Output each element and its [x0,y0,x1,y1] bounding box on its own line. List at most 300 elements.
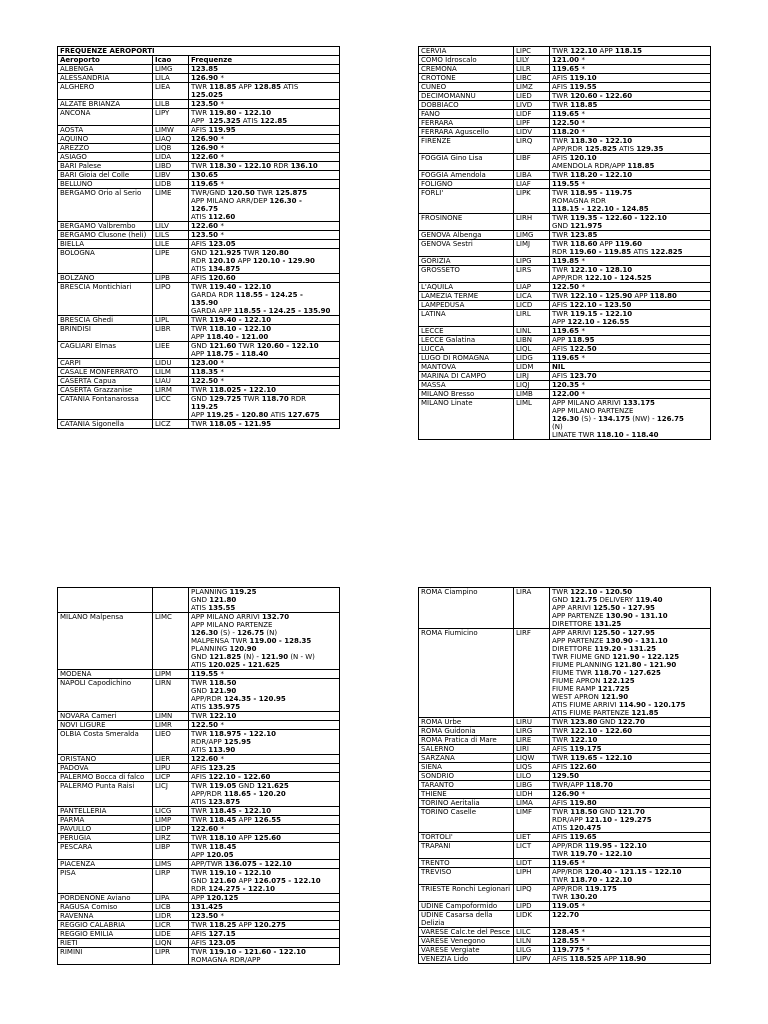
frequencies: AFIS 119.95 [189,126,340,135]
icao-code: LIAF [514,180,550,189]
table-row [58,420,340,429]
frequencies: TWR 118.975 - 122.10 RDR/APP 125.95 ATIS 113.90 [189,730,340,755]
airport-name: PANTELLERIA [58,807,153,816]
frequencies: APP 120.125 [189,894,340,903]
table-row [58,939,340,948]
airport-name: RAVENNA [58,912,153,921]
airport-name: VARESE Venegono [419,937,514,946]
frequencies: 126.90 * [189,144,340,153]
table-row [419,772,711,781]
airport-name: BELLUNO [58,180,153,189]
frequencies: 119.65 * [550,65,711,74]
airport-name: ROMA Ciampino [419,588,514,629]
icao-code: LIDH [514,790,550,799]
icao-code: LINL [514,327,550,336]
table-row [419,937,711,946]
icao-code: LIMN [153,712,189,721]
frequencies: AFIS 123.25 [189,764,340,773]
icao-code: LIBC [514,74,550,83]
frequencies: 119.55 * [550,180,711,189]
icao-code: LIEE [153,342,189,359]
airport-name: RAGUSA Comiso [58,903,153,912]
table-row [58,368,340,377]
icao-code: LILB [153,100,189,109]
table-row [58,613,340,670]
table-row [419,588,711,629]
icao-code: LIPB [153,274,189,283]
frequencies: TWR 118.05 - 121.95 [189,420,340,429]
table-row [58,386,340,395]
table-row [58,231,340,240]
table-row [58,377,340,386]
icao-code: LIPQ [514,885,550,902]
icao-code: LIRU [514,718,550,727]
table-row [419,859,711,868]
frequencies: APP ARRIVI 125.50 - 127.95 APP PARTENZE 130.90 - 131.10 DIRETTORE 119.20 - 131.25 TWR FIUME GND 121.90 - 122.125 FIUME PLANNING 121.80 - 121.90 FIUME TWR 118.70 - 127.625 FIUME APRON 122.125 FIUME RAMP 121.725 WEST APRON 121.90 ATIS FIUME ARRIVI 114.90 - 120.175 ATIS FIUME PARTENZE 121.85 [550,629,711,718]
table-row [419,946,711,955]
frequencies: 119.775 * [550,946,711,955]
frequencies: 119.65 * [550,110,711,119]
icao-code: LICG [153,807,189,816]
table-row [58,670,340,679]
table-row [419,902,711,911]
icao-code: LIBP [153,843,189,860]
airport-name: TREVISO [419,868,514,885]
icao-code: LIDM [514,363,550,372]
frequencies: AFIS 120.60 [189,274,340,283]
icao-code: LIPR [153,948,189,965]
airport-name: LUGO DI ROMAGNA [419,354,514,363]
airport-name: BERGAMO Orio al Serio [58,189,153,222]
frequency-table-4 [418,587,711,964]
airport-name: SIENA [419,763,514,772]
airport-name: CERVIA [419,47,514,56]
icao-code [153,588,189,613]
frequencies: TWR 118.025 - 122.10 [189,386,340,395]
icao-code: LICT [514,842,550,859]
header-icao: Icao [153,56,189,65]
frequencies: 126.90 * [189,135,340,144]
table-row [58,109,340,126]
airport-name: GORIZIA [419,257,514,266]
table-row [58,948,340,965]
frequencies: GND 129.725 TWR 118.70 RDR 119.25 APP 119.25 - 120.80 ATIS 127.675 [189,395,340,420]
table-row [419,928,711,937]
table-row [419,736,711,745]
airport-name: MILANO Malpensa [58,613,153,670]
airport-name: AREZZO [58,144,153,153]
frequencies: APP/RDR 119.95 - 122.10 TWR 119.70 - 122.10 [550,842,711,859]
airport-name: MARINA DI CAMPO [419,372,514,381]
icao-code: LIQW [514,754,550,763]
icao-code: LIPD [514,902,550,911]
airport-name: VARESE Vergiate [419,946,514,955]
icao-code: LIPL [153,316,189,325]
icao-code: LIVD [514,101,550,110]
airport-name: TRENTO [419,859,514,868]
icao-code: LIRL [514,310,550,327]
table-row [419,363,711,372]
airport-name: CASERTA Grazzanise [58,386,153,395]
icao-code: LIDE [153,930,189,939]
icao-code: LIET [514,833,550,842]
table-row [419,399,711,440]
table-row [419,345,711,354]
frequencies: TWR 122.10 APP 118.15 [550,47,711,56]
table-row [58,189,340,222]
frequencies: 129.50 [550,772,711,781]
table-row [58,825,340,834]
icao-code: LIMG [514,231,550,240]
airport-name: CROTONE [419,74,514,83]
airport-name: BERGAMO Clusone (heli) [58,231,153,240]
frequencies: 119.55 * [189,670,340,679]
icao-code: LIBF [514,154,550,171]
frequencies: GND 121.60 TWR 120.60 - 122.10 APP 118.75 - 118.40 [189,342,340,359]
icao-code: LIML [514,399,550,440]
table-row [58,316,340,325]
table-row [58,903,340,912]
table-row [419,336,711,345]
table-row [419,83,711,92]
table-row [58,721,340,730]
table-row [419,808,711,833]
frequencies: TWR 122.10 - 120.50 GND 121.75 DELIVERY 119.40 APP ARRIVI 125.50 - 127.95 APP PARTENZE 130.90 - 131.10 DIRETTORE 131.25 [550,588,711,629]
airport-name: MODENA [58,670,153,679]
table-row [58,180,340,189]
table-row [58,764,340,773]
airport-name: NOVARA Cameri [58,712,153,721]
frequency-table-1 [57,46,340,429]
frequencies: AFIS 122.50 [550,345,711,354]
icao-code: LIPK [514,189,550,214]
table-row [58,153,340,162]
airport-name: LECCE Galatina [419,336,514,345]
table-row [419,354,711,363]
table-row [58,222,340,231]
frequencies: GND 121.925 TWR 120.80 RDR 120.10 APP 120.10 - 129.90 ATIS 134.875 [189,249,340,274]
frequencies: 123.50 * [189,912,340,921]
airport-name: PADOVA [58,764,153,773]
frequencies: TWR/APP 118.70 [550,781,711,790]
table-row [58,83,340,100]
table-row [419,65,711,74]
table-row [419,180,711,189]
frequencies: 119.65 * [189,180,340,189]
icao-code: LIEA [153,83,189,100]
airport-name: MILANO Linate [419,399,514,440]
frequencies: 119.65 * [550,327,711,336]
icao-code: LIBR [153,325,189,342]
icao-code: LIAQ [153,135,189,144]
table-title: FREQUENZE AEROPORTI [58,47,340,56]
table-row [58,912,340,921]
frequencies: 131.425 [189,903,340,912]
frequencies: TWR 122.10 - 122.60 [550,727,711,736]
icao-code: LIMJ [514,240,550,257]
frequencies: 122.50 * [189,721,340,730]
table-row [419,240,711,257]
airport-name: AQUINO [58,135,153,144]
icao-code: LICC [153,395,189,420]
airport-name: THIENE [419,790,514,799]
airport-name: BARI Palese [58,162,153,171]
airport-name: DOBBIACO [419,101,514,110]
table-row [58,126,340,135]
airport-name: SALERNO [419,745,514,754]
airport-name: TORTOLI' [419,833,514,842]
airport-name: LATINA [419,310,514,327]
table-row [419,292,711,301]
icao-code: LIDF [514,110,550,119]
icao-code: LICB [153,903,189,912]
frequencies: TWR 118.85 APP 128.85 ATIS 125.025 [189,83,340,100]
frequencies: 122.00 * [550,390,711,399]
airport-name: ASIAGO [58,153,153,162]
airport-name: PALERMO Punta Raisi [58,782,153,807]
airport-name: PESCARA [58,843,153,860]
icao-code: LIQL [514,345,550,354]
table-row [58,240,340,249]
frequencies: PLANNING 119.25 GND 121.80 ATIS 135.55 [189,588,340,613]
icao-code: LIPE [153,249,189,274]
header-airport: Aeroporto [58,56,153,65]
icao-code: LIMZ [514,83,550,92]
airport-name: COMO Idroscalo [419,56,514,65]
frequencies: 128.55 * [550,937,711,946]
airport-name: PALERMO Bocca di falco [58,773,153,782]
table-row [58,162,340,171]
icao-code: LIDA [153,153,189,162]
table-row [58,74,340,83]
icao-code: LIPM [153,670,189,679]
airport-name: REGGIO EMILIA [58,930,153,939]
icao-code: LIME [153,189,189,222]
header-frequencies: Frequenze [189,56,340,65]
icao-code: LIER [153,755,189,764]
frequencies: 118.35 * [189,368,340,377]
icao-code: LILC [514,928,550,937]
frequencies: 123.50 * [189,231,340,240]
airport-name: ORISTANO [58,755,153,764]
table-row [419,842,711,859]
frequencies: 123.85 [189,65,340,74]
table-row [419,154,711,171]
icao-code: LIDV [514,128,550,137]
frequencies: TWR 122.10 - 128.10 APP/RDR 122.10 - 124.525 [550,266,711,283]
table-row [419,763,711,772]
airport-name: FOGGIA Amendola [419,171,514,180]
airport-name: GROSSETO [419,266,514,283]
frequencies: APP/RDR 119.175 TWR 130.20 [550,885,711,902]
frequencies: AFIS 122.60 [550,763,711,772]
icao-code: LIMB [514,390,550,399]
airport-name: VARESE Calc.te del Pesce [419,928,514,937]
airport-name: CATANIA Fontanarossa [58,395,153,420]
table-row [58,325,340,342]
frequencies: TWR 118.10 - 122.10 APP 118.40 - 121.00 [189,325,340,342]
airport-name: MANTOVA [419,363,514,372]
icao-code: LIEO [153,730,189,755]
frequencies: TWR 118.85 [550,101,711,110]
table-row [58,782,340,807]
table-row [419,47,711,56]
frequencies: TWR 118.45 APP 120.05 [189,843,340,860]
airport-name: ROMA Pratica di Mare [419,736,514,745]
airport-name: CASERTA Capua [58,377,153,386]
airport-name: TARANTO [419,781,514,790]
table-row [419,92,711,101]
frequencies: AFIS 120.10 AMENDOLA RDR/APP 118.85 [550,154,711,171]
table-row [58,65,340,74]
table-row [58,730,340,755]
airport-name: TRIESTE Ronchi Legionari [419,885,514,902]
icao-code: LICA [514,292,550,301]
airport-name: PERUGIA [58,834,153,843]
airport-name: OLBIA Costa Smeralda [58,730,153,755]
icao-code: LIPO [153,283,189,316]
airport-name: SARZANA [419,754,514,763]
frequencies: TWR 122.10 [189,712,340,721]
airport-name: ALGHERO [58,83,153,100]
frequencies: 119.65 * [550,354,711,363]
airport-name: PIACENZA [58,860,153,869]
frequency-table-2 [418,46,711,440]
frequencies: AFIS 127.15 [189,930,340,939]
airport-name: TORINO Caselle [419,808,514,833]
table-row [419,790,711,799]
icao-code: LIBV [153,171,189,180]
table-row [58,283,340,316]
icao-code: LIMC [153,613,189,670]
table-row [58,588,340,613]
airport-name: UDINE Casarsa della Delizia [419,911,514,928]
airport-name: LAMEZIA TERME [419,292,514,301]
frequency-table-3 [57,587,340,965]
frequencies: TWR 118.30 - 122.10 APP/RDR 125.825 ATIS 129.35 [550,137,711,154]
frequencies: 122.60 * [189,755,340,764]
airport-name: L'AQUILA [419,283,514,292]
table-row [58,773,340,782]
icao-code: LICR [153,921,189,930]
airport-name: RIETI [58,939,153,948]
icao-code: LIMF [514,808,550,833]
icao-code: LIRA [514,588,550,629]
frequencies: APP MILANO ARRIVI 132.70 APP MILANO PARTENZE 126.30 (S) - 126.75 (N) MALPENSA TWR 119.00 - 128.35 PLANNING 120.90 GND 121.825 (N) - 121.90 (N - W) ATIS 120.025 - 121.625 [189,613,340,670]
icao-code: LIDB [153,180,189,189]
icao-code: LIQS [514,763,550,772]
airport-name: RIMINI [58,948,153,965]
icao-code: LIMP [153,816,189,825]
airport-name: TRAPANI [419,842,514,859]
icao-code: LIRG [514,727,550,736]
icao-code: LIAU [153,377,189,386]
icao-code: LIQN [153,939,189,948]
table-row [419,128,711,137]
airport-name: CAGLIARI Elmas [58,342,153,359]
airport-name: PARMA [58,816,153,825]
frequencies: TWR/GND 120.50 TWR 125.875 APP MILANO ARR/DEP 126.30 - 126.75 ATIS 112.60 [189,189,340,222]
frequencies: TWR 119.05 GND 121.625 APP/RDR 118.65 - 120.20 ATIS 123.875 [189,782,340,807]
icao-code: LIDT [514,859,550,868]
table-row [419,171,711,180]
icao-code: LIRI [514,745,550,754]
airport-name: DECIMOMANNU [419,92,514,101]
icao-code: LIRE [514,736,550,745]
icao-code: LILM [153,368,189,377]
icao-code: LIPA [153,894,189,903]
icao-code: LIDP [153,825,189,834]
airport-name: FERRARA [419,119,514,128]
frequencies: AFIS 119.175 [550,745,711,754]
icao-code: LIBD [153,162,189,171]
airport-name: ALZATE BRIANZA [58,100,153,109]
frequencies: 119.65 * [550,859,711,868]
icao-code: LIDG [514,354,550,363]
frequencies: TWR 118.95 - 119.75 ROMAGNA RDR 118.15 - 122.10 - 124.85 [550,189,711,214]
frequencies: TWR 119.10 - 122.10 GND 121.60 APP 126.075 - 122.10 RDR 124.275 - 122.10 [189,869,340,894]
airport-name: ROMA Guidonia [419,727,514,736]
airport-name: FOLIGNO [419,180,514,189]
icao-code: LIPG [514,257,550,266]
table-row [419,327,711,336]
table-row [58,144,340,153]
table-row [419,119,711,128]
icao-code: LIMA [514,799,550,808]
frequencies: TWR 119.65 - 122.10 [550,754,711,763]
frequencies: 126.90 * [189,74,340,83]
icao-code: LIBA [514,171,550,180]
icao-code: LIBN [514,336,550,345]
frequencies: 122.50 * [550,119,711,128]
icao-code: LIPF [514,119,550,128]
table-row [419,189,711,214]
airport-name: CUNEO [419,83,514,92]
frequencies: APP/RDR 120.40 - 121.15 - 122.10 TWR 118.70 - 122.10 [550,868,711,885]
airport-name: BRESCIA Ghedi [58,316,153,325]
table-row [419,381,711,390]
frequencies: AFIS 123.05 [189,939,340,948]
table-row [58,712,340,721]
airport-name: CASALE MONFERRATO [58,368,153,377]
frequencies: 119.05 * [550,902,711,911]
table-row [419,868,711,885]
frequencies: TWR 123.85 [550,231,711,240]
icao-code: LIRP [153,869,189,894]
table-row [419,718,711,727]
table-row [419,754,711,763]
frequencies: 123.00 * [189,359,340,368]
icao-code: LIPY [153,109,189,126]
frequencies: TWR 118.50 GND 121.70 RDR/APP 121.10 - 129.275 ATIS 120.475 [550,808,711,833]
airport-name: VENEZIA Lido [419,955,514,964]
icao-code: LILG [514,946,550,955]
table-row [58,921,340,930]
table-row [419,56,711,65]
table-row [419,310,711,327]
frequencies: TWR 118.25 APP 120.275 [189,921,340,930]
frequencies: 130.65 [189,171,340,180]
table-row [58,274,340,283]
table-row [419,74,711,83]
table-row [58,755,340,764]
frequencies: TWR 119.10 - 121.60 - 122.10 ROMAGNA RDR/APP [189,948,340,965]
icao-code: LICZ [153,420,189,429]
frequencies: TWR 119.35 - 122.60 - 122.10 GND 121.975 [550,214,711,231]
table-row [419,137,711,154]
airport-name: UDINE Campoformido [419,902,514,911]
frequencies: TWR 120.60 - 122.60 [550,92,711,101]
